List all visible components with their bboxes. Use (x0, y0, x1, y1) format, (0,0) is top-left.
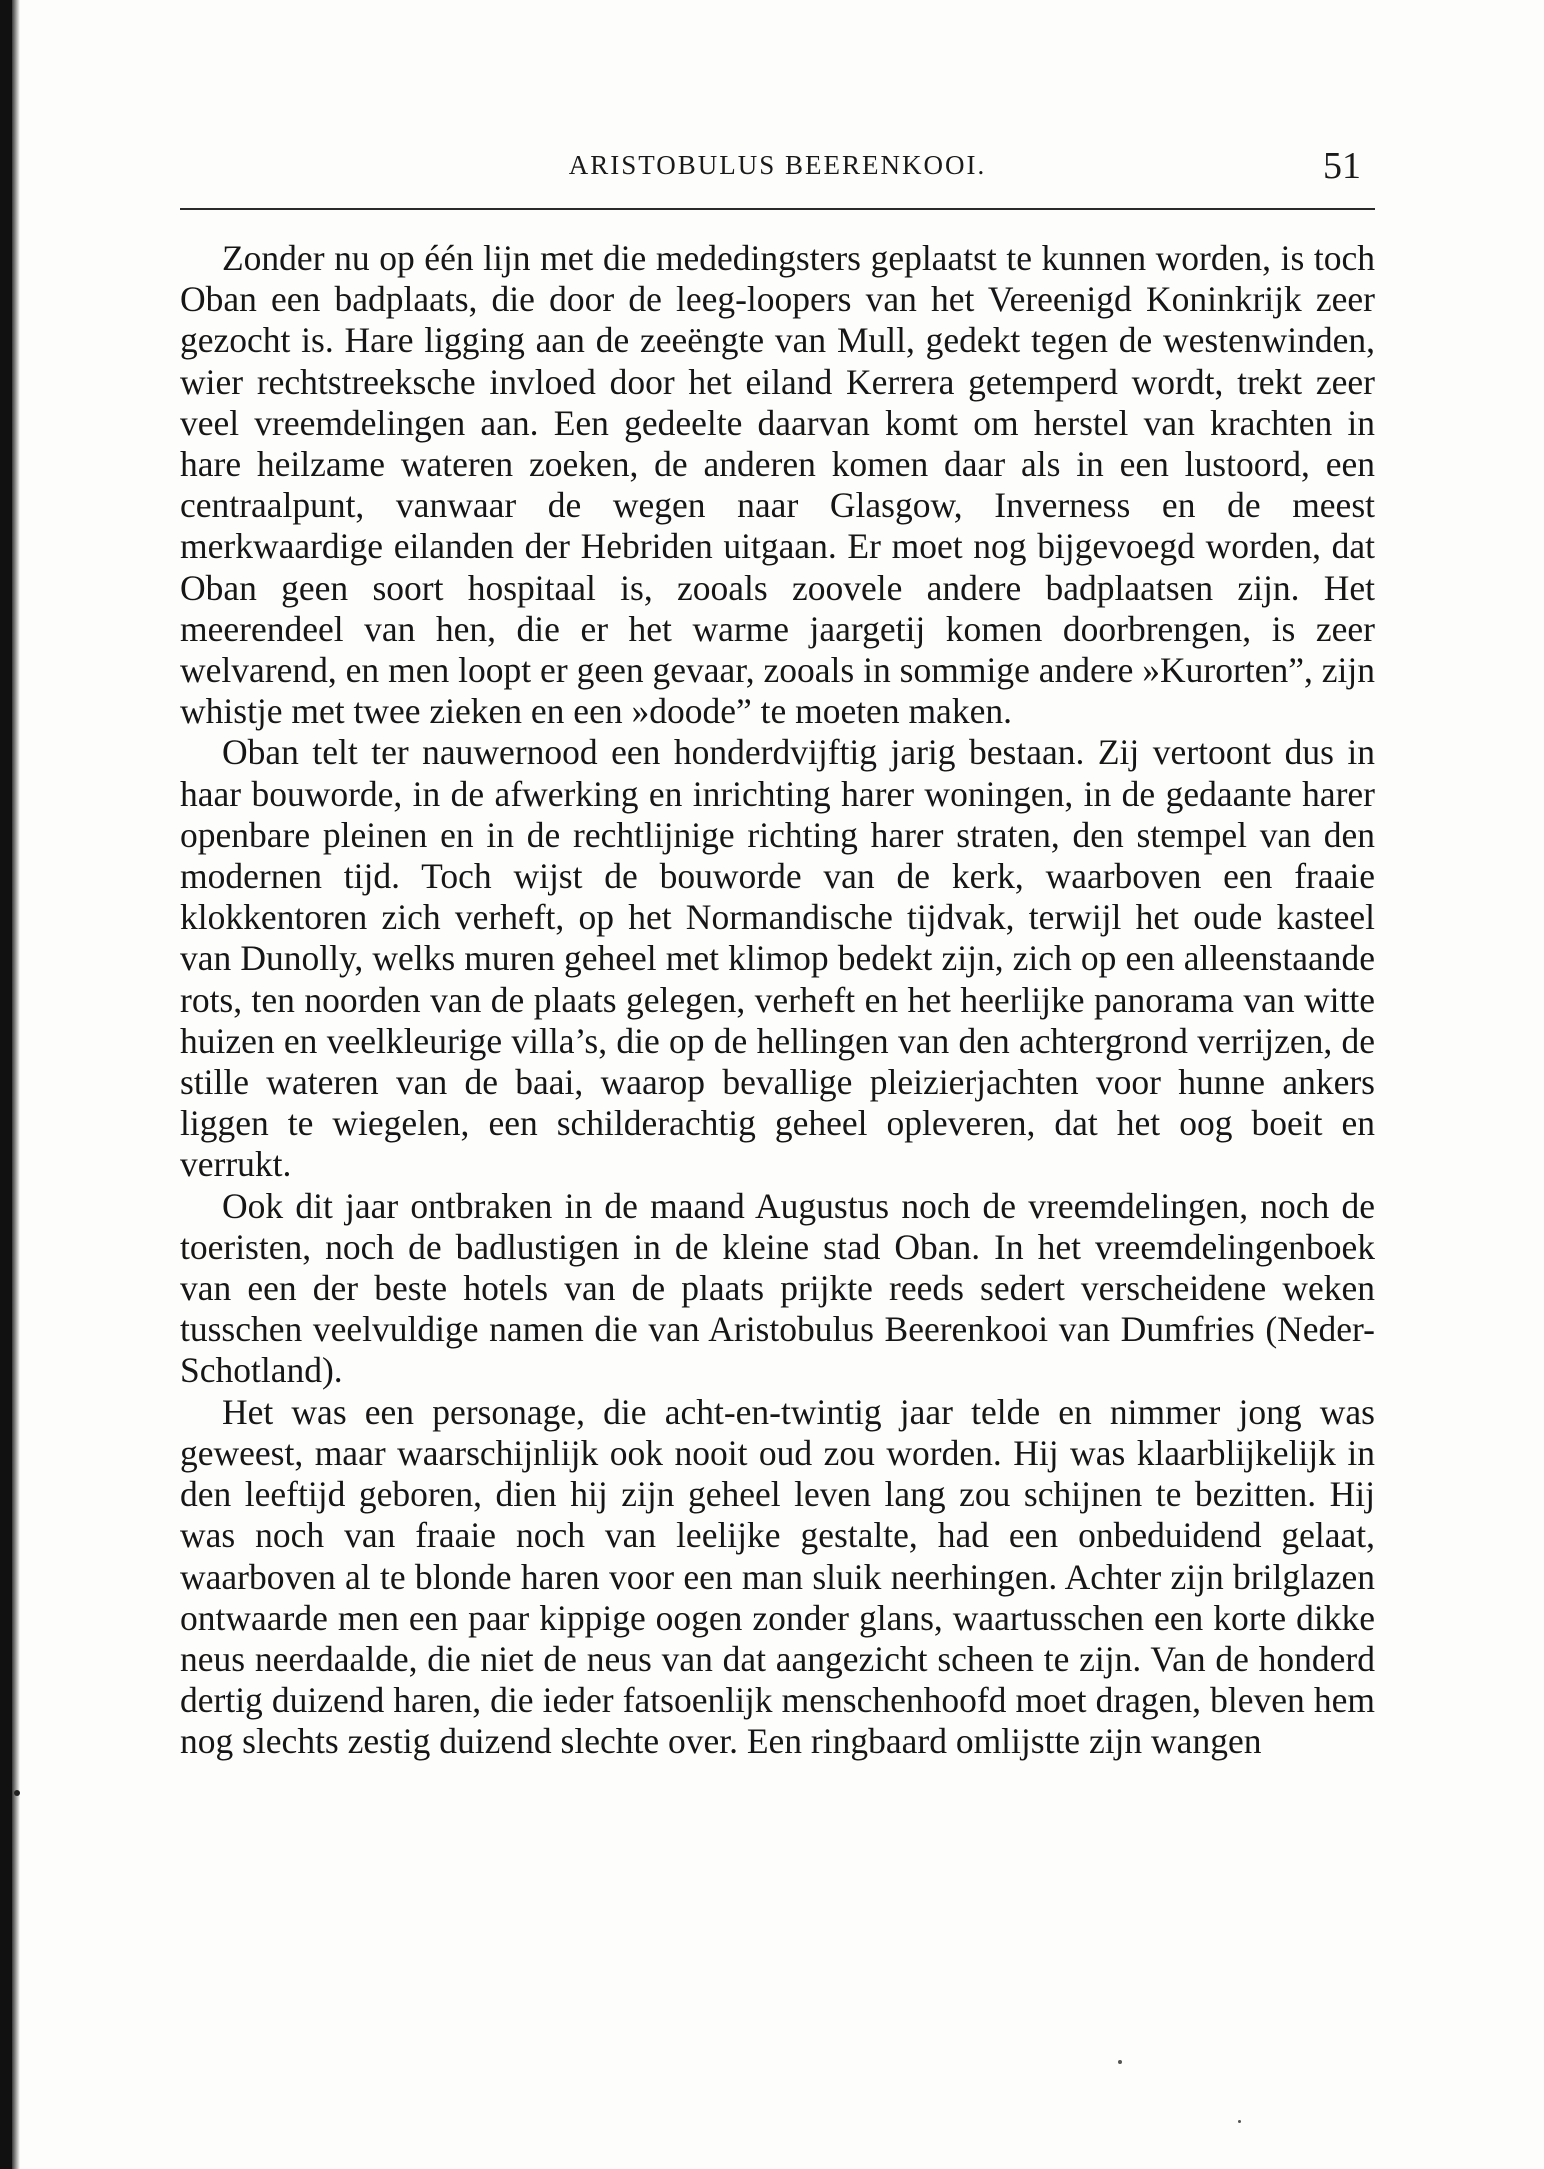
scan-binding-edge (0, 0, 12, 2169)
header-rule (180, 208, 1375, 210)
scan-speck (1118, 2060, 1122, 2064)
paragraph-3: Ook dit jaar ontbraken in de maand Augustus noch de vreemdelingen, noch de toeristen, noch de badlustigen in de kleine stad Oban. In het vreemdelingenboek van een der beste hotels van de plaats prijkte reeds sedert verscheidene weken tusschen veelvuldige namen die van Aristobulus Beerenkooi van Dumfries (Neder-Schotland). (180, 1185, 1375, 1391)
page-number: 51 (1323, 145, 1361, 187)
scan-speck (14, 1790, 20, 1796)
paragraph-1: Zonder nu op één lijn met die mededingsters geplaatst te kunnen worden, is toch Oban een badplaats, die door de leeg-loopers van het Vereenigd Koninkrijk zeer gezocht is. Hare ligging aan de zeeëngte van Mull, gedekt tegen de westenwinden, wier rechtstreeksche invloed door het eiland Kerrera getemperd wordt, trekt zeer veel vreemdelingen aan. Een gedeelte daarvan komt om herstel van krachten in hare heilzame wateren zoeken, de anderen komen daar als in een lustoord, een centraalpunt, vanwaar de wegen naar Glasgow, Inverness en de meest merkwaardige eilanden der Hebriden uitgaan. Er moet nog bijgevoegd worden, dat Oban geen soort hospitaal is, zooals zoovele andere badplaatsen zijn. Het meerendeel van hen, die er het warme jaargetij komen doorbrengen, is zeer welvarend, en men loopt er geen gevaar, zooals in sommige andere »Kurorten”, zijn whistje met twee zieken en een »doode” te moeten maken. (180, 238, 1375, 732)
running-title: ARISTOBULUS BEERENKOOI. (568, 150, 987, 180)
paragraph-4: Het was een personage, die acht-en-twintig jaar telde en nimmer jong was geweest, maar waarschijnlijk ook nooit oud zou worden. Hij was klaarblijkelijk in den leeftijd geboren, dien hij zijn geheel leven lang zou schijnen te bezitten. Hij was noch van fraaie noch van leelijke gestalte, had een onbeduidend gelaat, waarboven al te blonde haren voor een man sluik neerhingen. Achter zijn brilglazen ontwaarde men een paar kippige oogen zonder glans, waartusschen een korte dikke neus neerdaalde, die niet de neus van dat aangezicht scheen te zijn. Van de honderd dertig duizend haren, die ieder fatsoenlijk menschenhoofd moet dragen, bleven hem nog slechts zestig duizend slechte over. Een ringbaard omlijstte zijn wangen (180, 1391, 1375, 1762)
page-header (180, 145, 1375, 198)
paragraph-2: Oban telt ter nauwernood een honderdvijftig jarig bestaan. Zij vertoont dus in haar bouworde, in de afwerking en inrichting harer woningen, in de gedaante harer openbare pleinen en in de rechtlijnige richting harer straten, den stempel van den modernen tijd. Toch wijst de bouworde van de kerk, waarboven een fraaie klokkentoren zich verheft, op het Normandische tijdvak, terwijl het oude kasteel van Dunolly, welks muren geheel met klimop bedekt zijn, zich op een alleenstaande rots, ten noorden van de plaats gelegen, verheft en het heerlijke panorama van witte huizen en veelkleurige villa’s, die op de hellingen van den achtergrond verrijzen, de stille wateren van de baai, waarop bevallige pleizierjachten voor hunne ankers liggen te wiegelen, een schilderachtig geheel opleveren, dat het oog boeit en verrukt. (180, 732, 1375, 1185)
scan-binding-shadow (12, 0, 20, 2169)
body-text (180, 238, 1375, 1763)
book-page (180, 145, 1375, 1763)
scan-speck (1238, 2120, 1241, 2123)
